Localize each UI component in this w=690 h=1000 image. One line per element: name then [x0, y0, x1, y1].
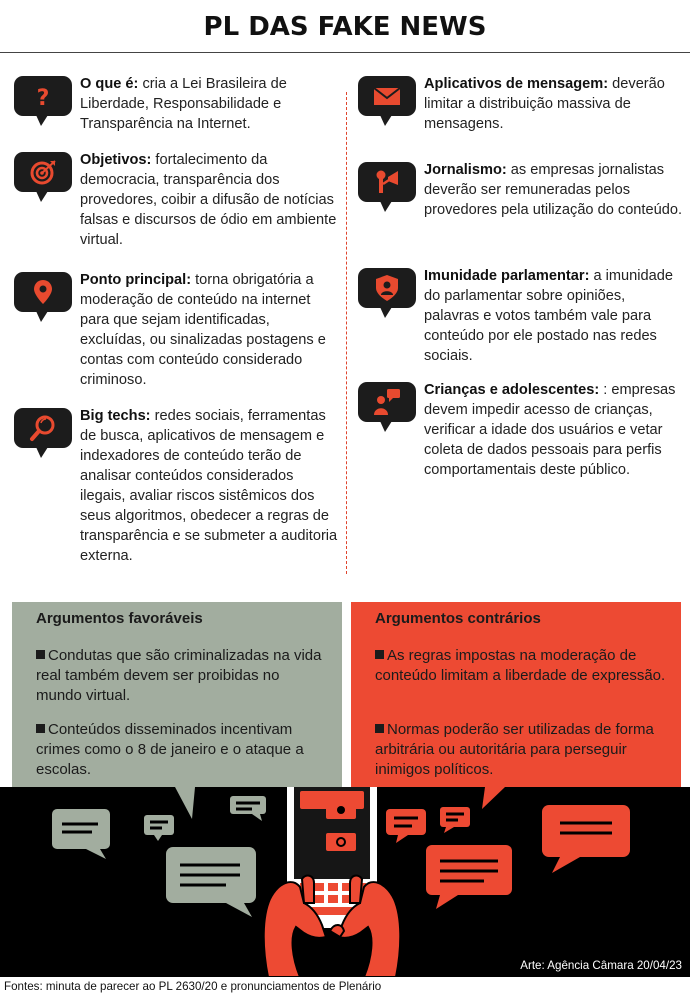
location-pin-icon: [14, 272, 72, 312]
item-label: Big techs:: [80, 408, 151, 424]
bullet-square-icon: [375, 650, 384, 659]
contrary-arguments-panel: [351, 602, 681, 787]
item-label: Crianças e adolescentes:: [424, 382, 600, 398]
bullet-square-icon: [36, 724, 45, 733]
bullet-square-icon: [375, 724, 384, 733]
item-text: fortalecimento da democracia, transparência dos provedores, coibir a difusão de notícias falsas e discursos de ódio em ambiente virtual.: [80, 152, 337, 248]
favorable-heading: Argumentos favoráveis: [36, 610, 203, 627]
art-credit: Arte: Agência Câmara 20/04/23: [520, 959, 682, 972]
favorable-point: Condutas que são criminalizadas na vida real também devem ser proibidas no mundo virtual.: [36, 647, 322, 704]
target-icon: [14, 152, 72, 192]
item-text: cria a Lei Brasileira de Liberdade, Responsabilidade e Transparência na Internet.: [80, 76, 287, 132]
item-label: O que é:: [80, 76, 139, 92]
shield-person-icon: [358, 268, 416, 308]
item-text: : empresas devem impedir acesso de crianças, verificar a idade dos usuários e vetar coleta de dados pessoais para perfis comportamentais deste público.: [424, 382, 676, 478]
envelope-icon: [358, 76, 416, 116]
bullet-square-icon: [36, 650, 45, 659]
child-chat-icon: [358, 382, 416, 422]
item-text: deverão limitar a distribuição massiva de mensagens.: [424, 76, 665, 132]
magnifier-icon: [14, 408, 72, 448]
item-text: redes sociais, ferramentas de busca, aplicativos de mensagem e indexadores de conteúdo terão de analisar conteúdos considerados ilegais, avaliar riscos sistêmicos dos seus algoritmos, obedecer a regras de transparência e se submeter a auditoria externa.: [80, 408, 338, 564]
microphone-icon: [358, 162, 416, 202]
page-title: PL DAS FAKE NEWS: [203, 12, 487, 42]
sources-footnote: Fontes: minuta de parecer ao PL 2630/20 e pronunciamentos de Plenário: [4, 980, 382, 993]
item-text: torna obrigatória a moderação de conteúdo na internet para que sejam identificadas, excluídas, ou sinalizadas postagens e contas com conteúdo considerado criminoso.: [80, 272, 326, 388]
item-label: Jornalismo:: [424, 162, 507, 178]
column-divider: [346, 92, 347, 574]
favorable-point: Conteúdos disseminados incentivam crimes como o 8 de janeiro e o ataque a escolas.: [36, 721, 304, 778]
title-divider: [0, 52, 690, 53]
item-label: Aplicativos de mensagem:: [424, 76, 609, 92]
item-text: a imunidade do parlamentar sobre opiniões, palavras e votos também vale para conteúdo por ele postado nas redes sociais.: [424, 268, 674, 364]
svg-text:?: ?: [36, 86, 50, 111]
contrary-point: As regras impostas na moderação de conteúdo limitam a liberdade de expressão.: [375, 647, 666, 684]
contrary-heading: Argumentos contrários: [375, 610, 541, 627]
contrary-point: Normas poderão ser utilizadas de forma arbitrária ou autoritária para perseguir inimigos políticos.: [375, 721, 654, 778]
item-label: Ponto principal:: [80, 272, 192, 288]
item-label: Imunidade parlamentar:: [424, 268, 590, 284]
item-label: Objetivos:: [80, 152, 152, 168]
favorable-arguments-panel: [12, 602, 342, 787]
item-text: as empresas jornalistas deverão ser remuneradas pelos provedores pela utilização do conteúdo.: [424, 162, 682, 218]
phone-chat-illustration: [0, 787, 690, 977]
illustration-band: [0, 787, 690, 977]
question-icon: [14, 76, 72, 116]
